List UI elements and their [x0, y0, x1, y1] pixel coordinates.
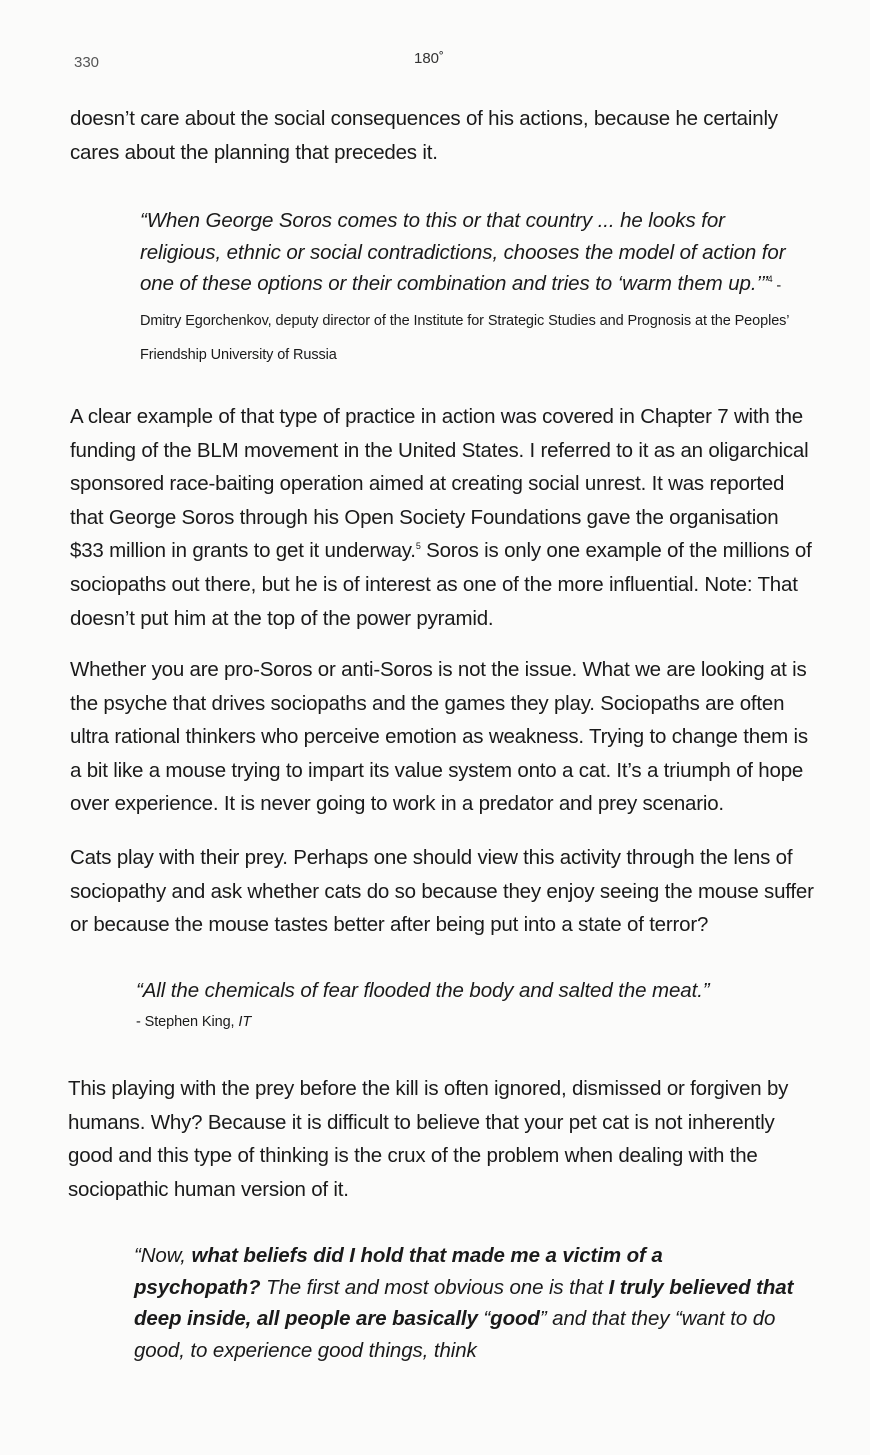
paragraph-4: Cats play with their prey. Perhaps one should view this activity through the lens of sociopathy and ask whether cats do so because they enjoy seeing the mouse suffer or because the mouse tastes better after being put into a state of terror?	[70, 846, 814, 937]
quote-3-segment-4: I truly believed that deep inside, all people are basically	[134, 1275, 794, 1330]
quote-egorchenkov	[140, 205, 800, 372]
quote-3-segment-3: The first and most obvious one is that	[260, 1275, 609, 1299]
paragraph-2-part-b: Soros is only one example of the millions of sociopaths out there, but he is of interest as one of the more influential. Note: That doesn’t put him at the top of the power pyramid.	[70, 539, 812, 630]
quote-3-segment-2: what beliefs did I hold that made me a victim of a psychopath?	[134, 1244, 663, 1299]
paragraph-5: This playing with the prey before the kill is often ignored, dismissed or forgiven by humans. Why? Because it is difficult to believe that your pet cat is not inherently good and this type of thinking is the crux of the problem when dealing with the sociopathic human version of it.	[68, 1077, 789, 1201]
page-number: 330	[74, 54, 100, 71]
footnote-ref-4: 4	[767, 274, 773, 285]
quote-1-attribution: - Dmitry Egorchenkov, deputy director of the Institute for Strategic Studies and Prognosis at the Peoples’ Friendship University of Russia	[140, 278, 789, 363]
quote-2-attribution-author: - Stephen King,	[136, 1013, 239, 1030]
quote-3-segment-7: ” and that they “want to do good, to experience good things, think	[134, 1307, 776, 1362]
paragraph-3: Whether you are pro-Soros or anti-Soros is not the issue. What we are looking at is the psyche that drives sociopaths and the games they play. Sociopaths are often ultra rational thinkers who perceive emotion as weakness. Trying to change them is a bit like a mouse trying to impart its value system onto a cat. It’s a triumph of hope over experience. It is never going to work in a predator and prey scenario.	[70, 658, 808, 816]
quote-3-segment-6: good	[490, 1307, 540, 1330]
quote-3-segment-5: “	[477, 1307, 491, 1330]
quote-2-attribution-work: IT	[238, 1013, 252, 1030]
quote-3-segment-1: “Now,	[134, 1244, 192, 1267]
running-title: 180˚	[414, 50, 445, 67]
paragraph-1: doesn’t care about the social consequences of his actions, because he certainly cares about the planning that precedes it.	[70, 107, 778, 164]
paragraph-2	[70, 400, 815, 635]
quote-stephen-king	[136, 975, 796, 1037]
quote-2-text: “All the chemicals of fear flooded the body and salted the meat.”	[136, 979, 710, 1002]
footnote-ref-5: 5	[415, 541, 421, 552]
quote-psychopath-victim	[134, 1240, 794, 1366]
quote-2-attribution	[136, 1007, 796, 1037]
quote-1-text: “When George Soros comes to this or that country ... he looks for religious, ethnic or social contradictions, chooses the model of action for one of these options or their combination and tries to ‘warm them up.’”	[140, 209, 786, 295]
paragraph-2-part-a: A clear example of that type of practice in action was covered in Chapter 7 with the funding of the BLM movement in the United States. I referred to it as an oligarchical sponsored race-baiting operation aimed at creating social unrest. It was reported that George Soros through his Open Society Foundations gave the organisation $33 million in grants to get it underway.	[70, 405, 809, 563]
